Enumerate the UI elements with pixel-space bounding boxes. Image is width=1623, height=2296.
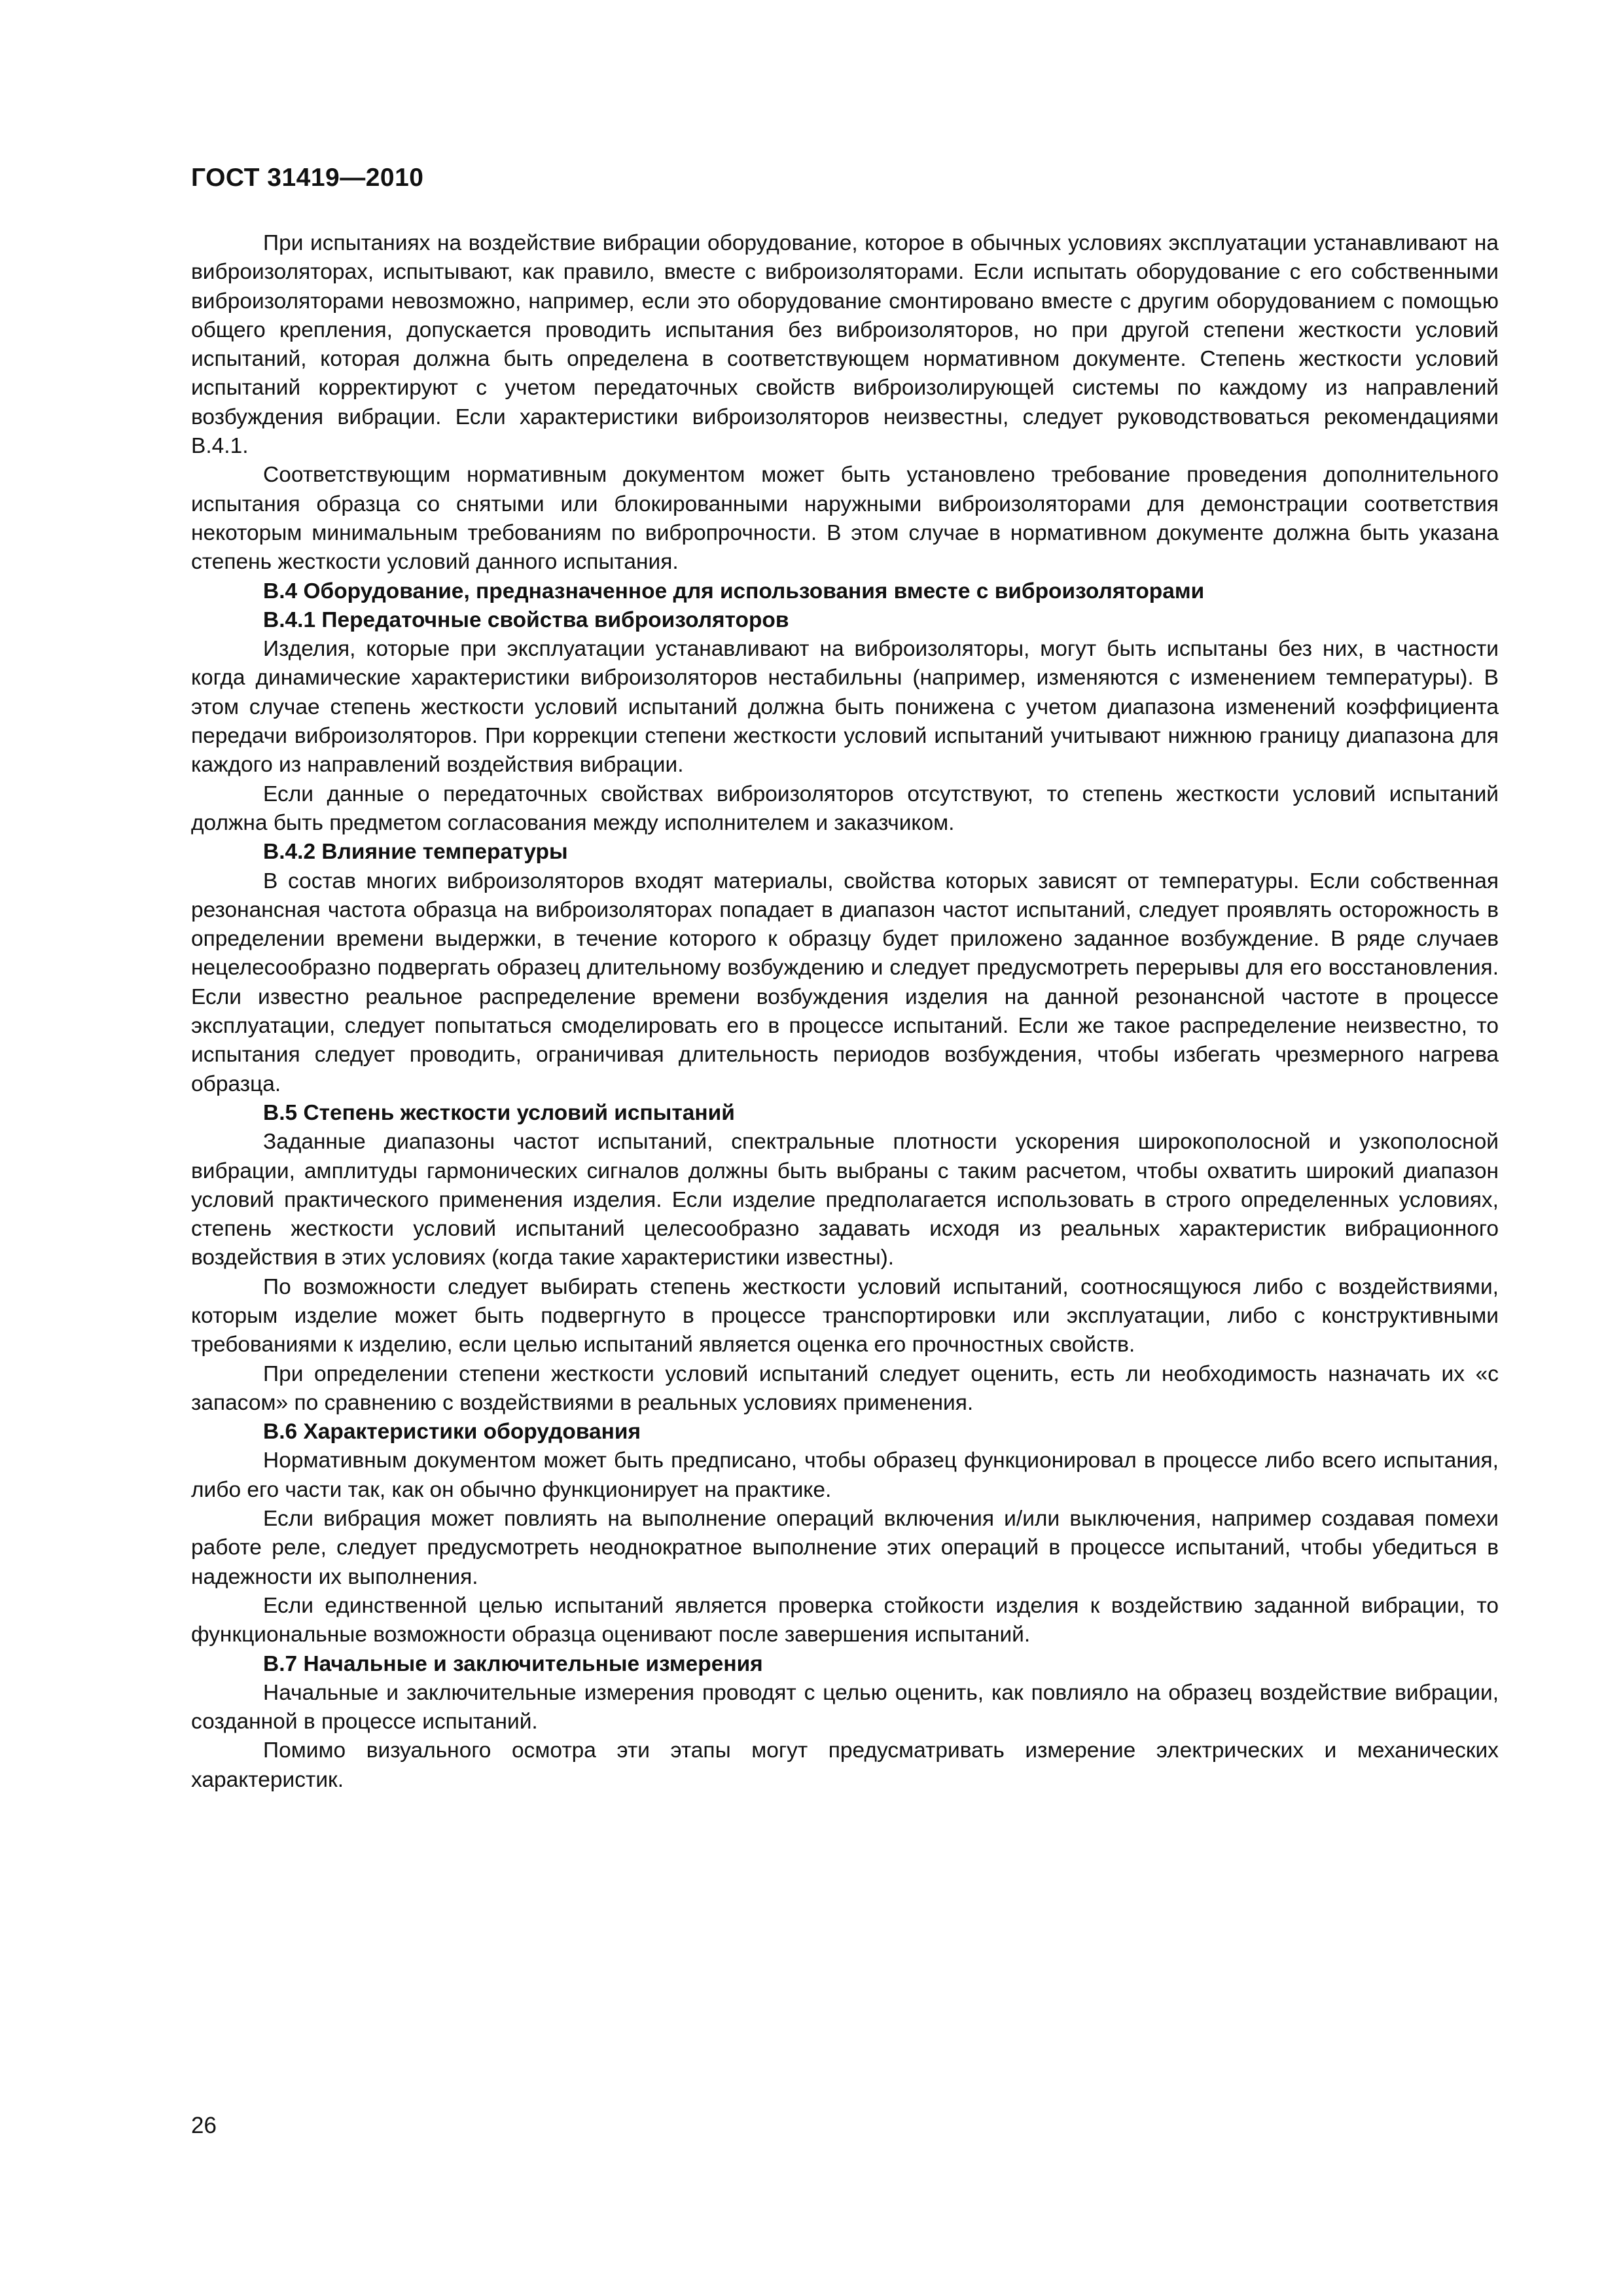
paragraph-switching-operations: Если вибрация может повлиять на выполнение операций включения и/или выключения, например создавая помехи работе реле, следует предусмотреть неоднократное выполнение этих операций в процессе испытаний, чтобы убедиться в надежности их выполнения. [191, 1507, 1499, 1589]
paragraph-severity-selection: По возможности следует выбирать степень жесткости условий испытаний, соотносящуюся либо с воздействиями, которым изделие может быть подвергнуто в процессе транспортировки или эксплуатации, либо с конструктивными требованиями к изделию, если целью испытаний является оценка его прочностных свойств. [191, 1274, 1499, 1357]
paragraph-visual-inspection: Помимо визуального осмотра эти этапы могут предусматривать измерение электрических и механических характеристик. [191, 1738, 1499, 1792]
paragraph-resistance-check: Если единственной целью испытаний является проверка стойкости изделия к воздействию заданной вибрации, то функциональные возможности образца оценивают после завершения испытаний. [191, 1593, 1499, 1647]
paragraph-transfer-properties: Изделия, которые при эксплуатации устанавливают на виброизоляторы, могут быть испытаны без них, в частности когда динамические характеристики виброизоляторов нестабильны (например, изменяются с изменением температуры). В этом случае степень жесткости условий испытаний должна быть понижена с учетом диапазона изменений коэффициента передачи виброизоляторов. При коррекции степени жесткости условий испытаний учитывают нижнюю границу диапазона для каждого из направлений воздействия вибрации. [191, 637, 1499, 778]
subsection-heading-b4-2: В.4.2 Влияние температуры [263, 840, 568, 865]
subsection-heading-b4-1: В.4.1 Передаточные свойства виброизоляторов [263, 607, 789, 632]
page-number: 26 [191, 2113, 217, 2138]
paragraph-transfer-data-absent: Если данные о передаточных свойствах виброизоляторов отсутствуют, то степень жесткости условий испытаний должна быть предметом согласования между исполнителем и заказчиком. [191, 781, 1499, 835]
paragraph-additional-test-requirement: Соответствующим нормативным документом может быть установлено требование проведения дополнительного испытания образца со снятыми или блокированными наружными виброизоляторами для демонстрации соответствия некоторым минимальным требованиям по вибропрочности. В этом случае в нормативном документе должна быть указана степень жесткости условий данного испытания. [191, 463, 1499, 575]
paragraph-functioning-during-test: Нормативным документом может быть предписано, чтобы образец функционировал в процессе либо всего испытания, либо его части так, как он обычно функционирует на практике. [191, 1448, 1499, 1502]
paragraph-initial-final-measurements: Начальные и заключительные измерения проводят с целью оценить, как повлияло на образец воздействие вибрации, созданной в процессе испытаний. [191, 1680, 1499, 1734]
document-code-header: ГОСТ 31419—2010 [191, 164, 424, 192]
section-heading-b7: В.7 Начальные и заключительные измерения [263, 1651, 763, 1676]
section-heading-b5: В.5 Степень жесткости условий испытаний [263, 1100, 735, 1125]
paragraph-temperature-influence: В состав многих виброизоляторов входят материалы, свойства которых зависят от температуры. Если собственная резонансная частота образца на виброизоляторах попадает в диапазон частот испытаний, следует проявлять осторожность в определении времени выдержки, в течение которого к образцу будет приложено заданное возбуждение. В ряде случаев нецелесообразно подвергать образец длительному возбуждению и следует предусмотреть перерывы для его восстановления. Если известно реальное распределение времени возбуждения изделия на данной резонансной частоте в процессе эксплуатации, следует попытаться смоделировать его в процессе испытаний. Если же такое распределение неизвестно, то испытания следует проводить, ограничивая длительность периодов возбуждения, чтобы избегать чрезмерного нагрева образца. [191, 869, 1499, 1096]
section-heading-b6: В.6 Характеристики оборудования [263, 1420, 641, 1444]
paragraph-frequency-ranges: Заданные диапазоны частот испытаний, спектральные плотности ускорения широкополосной и узкополосной вибрации, амплитуды гармонических сигналов должны быть выбраны с таким расчетом, чтобы охватить широкий диапазон условий практического применения изделия. Если изделие предполагается использовать в строго определенных условиях, степень жесткости условий испытаний целесообразно задавать исходя из реальных характеристик вибрационного воздействия в этих условиях (когда такие характеристики известны). [191, 1130, 1499, 1270]
document-body [191, 229, 1499, 1795]
section-heading-b4: В.4 Оборудование, предназначенное для использования вместе с виброизоляторами [263, 579, 1205, 603]
paragraph-severity-margin: При определении степени жесткости условий испытаний следует оценить, есть ли необходимость назначать их «с запасом» по сравнению с воздействиями в реальных условиях применения. [191, 1361, 1499, 1415]
paragraph-vibration-isolators-testing: При испытаниях на воздействие вибрации оборудование, которое в обычных условиях эксплуатации устанавливают на виброизоляторах, испытывают, как правило, вместе с виброизоляторами. Если испытать оборудование с его собственными виброизоляторами невозможно, например, если это оборудование смонтировано вместе с другим оборудованием с помощью общего крепления, допускается проводить испытания без виброизоляторов, но при другой степени жесткости условий испытаний, которая должна быть определена в соответствующем нормативном документе. Степень жесткости условий испытаний корректируют с учетом передаточных свойств виброизолирующей системы по каждому из направлений возбуждения вибрации. Если характеристики виброизоляторов неизвестны, следует руководствоваться рекомендациями В.4.1. [191, 231, 1499, 459]
